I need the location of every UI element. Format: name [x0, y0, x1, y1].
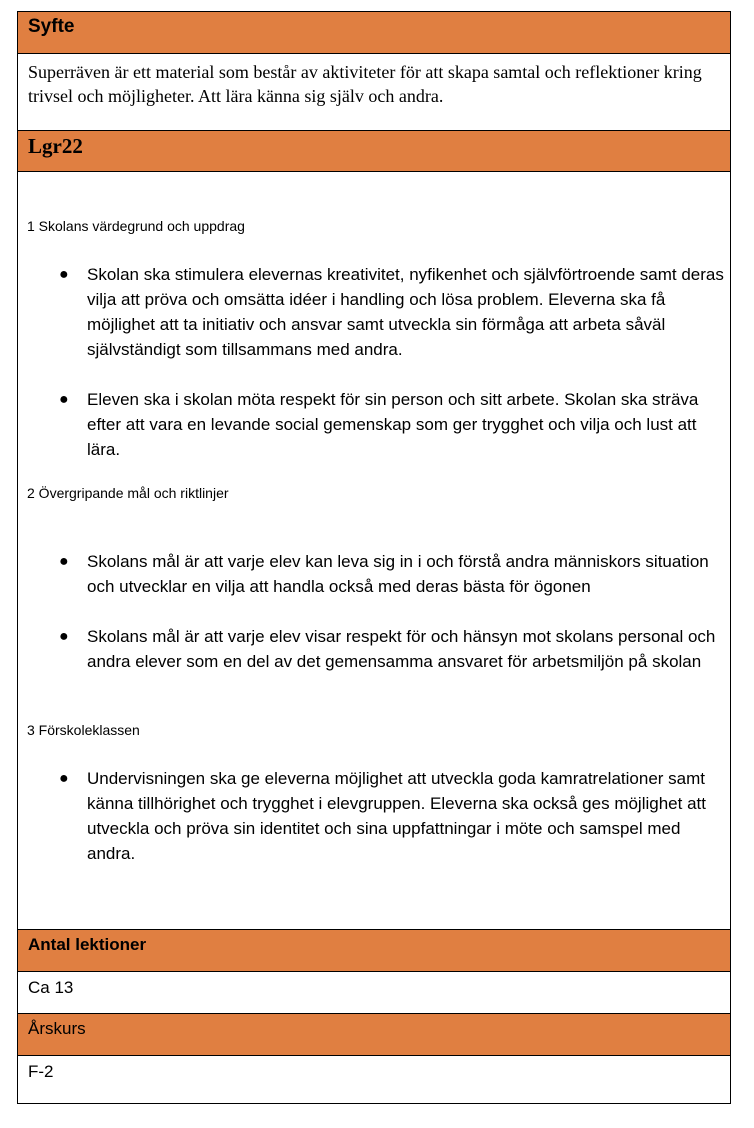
list-item-text: Undervisningen ska ge eleverna möjlighet att utveckla goda kamratrelationer samt känna tillhörighet och trygghet i elevgruppen. Eleverna ska också ges möjlighet att utveckla och pröva sin identitet och sina uppfattningar i möte och samspel med andra. — [87, 769, 706, 863]
list-item-text: Skolan ska stimulera elevernas kreativitet, nyfikenhet och självförtroende samt deras vilja att pröva och omsätta idéer i handling och lösa problem. Eleverna ska få möjlighet att ta initiativ och ansvar samt utveckla sin förmåga att arbeta såväl självständigt som tillsammans med andra. — [87, 265, 724, 359]
section-title: 3 Förskoleklassen — [27, 722, 140, 738]
bullet-icon: ● — [59, 391, 69, 408]
antal-body — [18, 971, 730, 1013]
bullet-icon: ● — [59, 628, 69, 645]
antal-value: Ca 13 — [28, 978, 74, 997]
antal-header — [18, 929, 730, 971]
list-item — [59, 549, 727, 599]
syfte-body — [18, 53, 730, 130]
lgr-heading: Lgr22 — [28, 134, 83, 158]
antal-heading: Antal lektioner — [28, 935, 147, 954]
lesson-plan-table — [17, 11, 731, 1104]
arskurs-value: F-2 — [28, 1062, 54, 1081]
syfte-header — [18, 12, 730, 53]
list-item-text: Skolans mål är att varje elev kan leva sig in i och förstå andra människors situation och utvecklar en vilja att handla också med deras bästa för ögonen — [87, 552, 709, 596]
list-item — [59, 387, 727, 462]
syfte-heading: Syfte — [28, 16, 75, 37]
bullet-icon: ● — [59, 553, 69, 570]
lgr-header — [18, 130, 730, 171]
arskurs-heading: Årskurs — [28, 1019, 86, 1038]
list-item-text: Skolans mål är att varje elev visar respekt för och hänsyn mot skolans personal och andra elever som en del av det gemensamma ansvaret för arbetsmiljön på skolan — [87, 627, 716, 671]
list-item-text: Eleven ska i skolan möta respekt för sin person och sitt arbete. Skolan ska sträva efter att vara en levande social gemenskap som ger trygghet och vilja och lust att lära. — [87, 390, 699, 459]
arskurs-header — [18, 1013, 730, 1055]
section-title: 2 Övergripande mål och riktlinjer — [27, 485, 229, 501]
section-title: 1 Skolans värdegrund och uppdrag — [27, 218, 245, 234]
list-item — [59, 766, 727, 866]
arskurs-body — [18, 1055, 730, 1103]
bullet-icon: ● — [59, 770, 69, 787]
lgr-body — [18, 171, 730, 929]
list-item — [59, 262, 727, 362]
bullet-icon: ● — [59, 266, 69, 283]
list-item — [59, 624, 727, 674]
syfte-text: Superräven är ett material som består av aktiviteter för att skapa samtal och reflektioner kring trivsel och möjligheter. Att lära känna sig själv och andra. — [28, 62, 702, 106]
